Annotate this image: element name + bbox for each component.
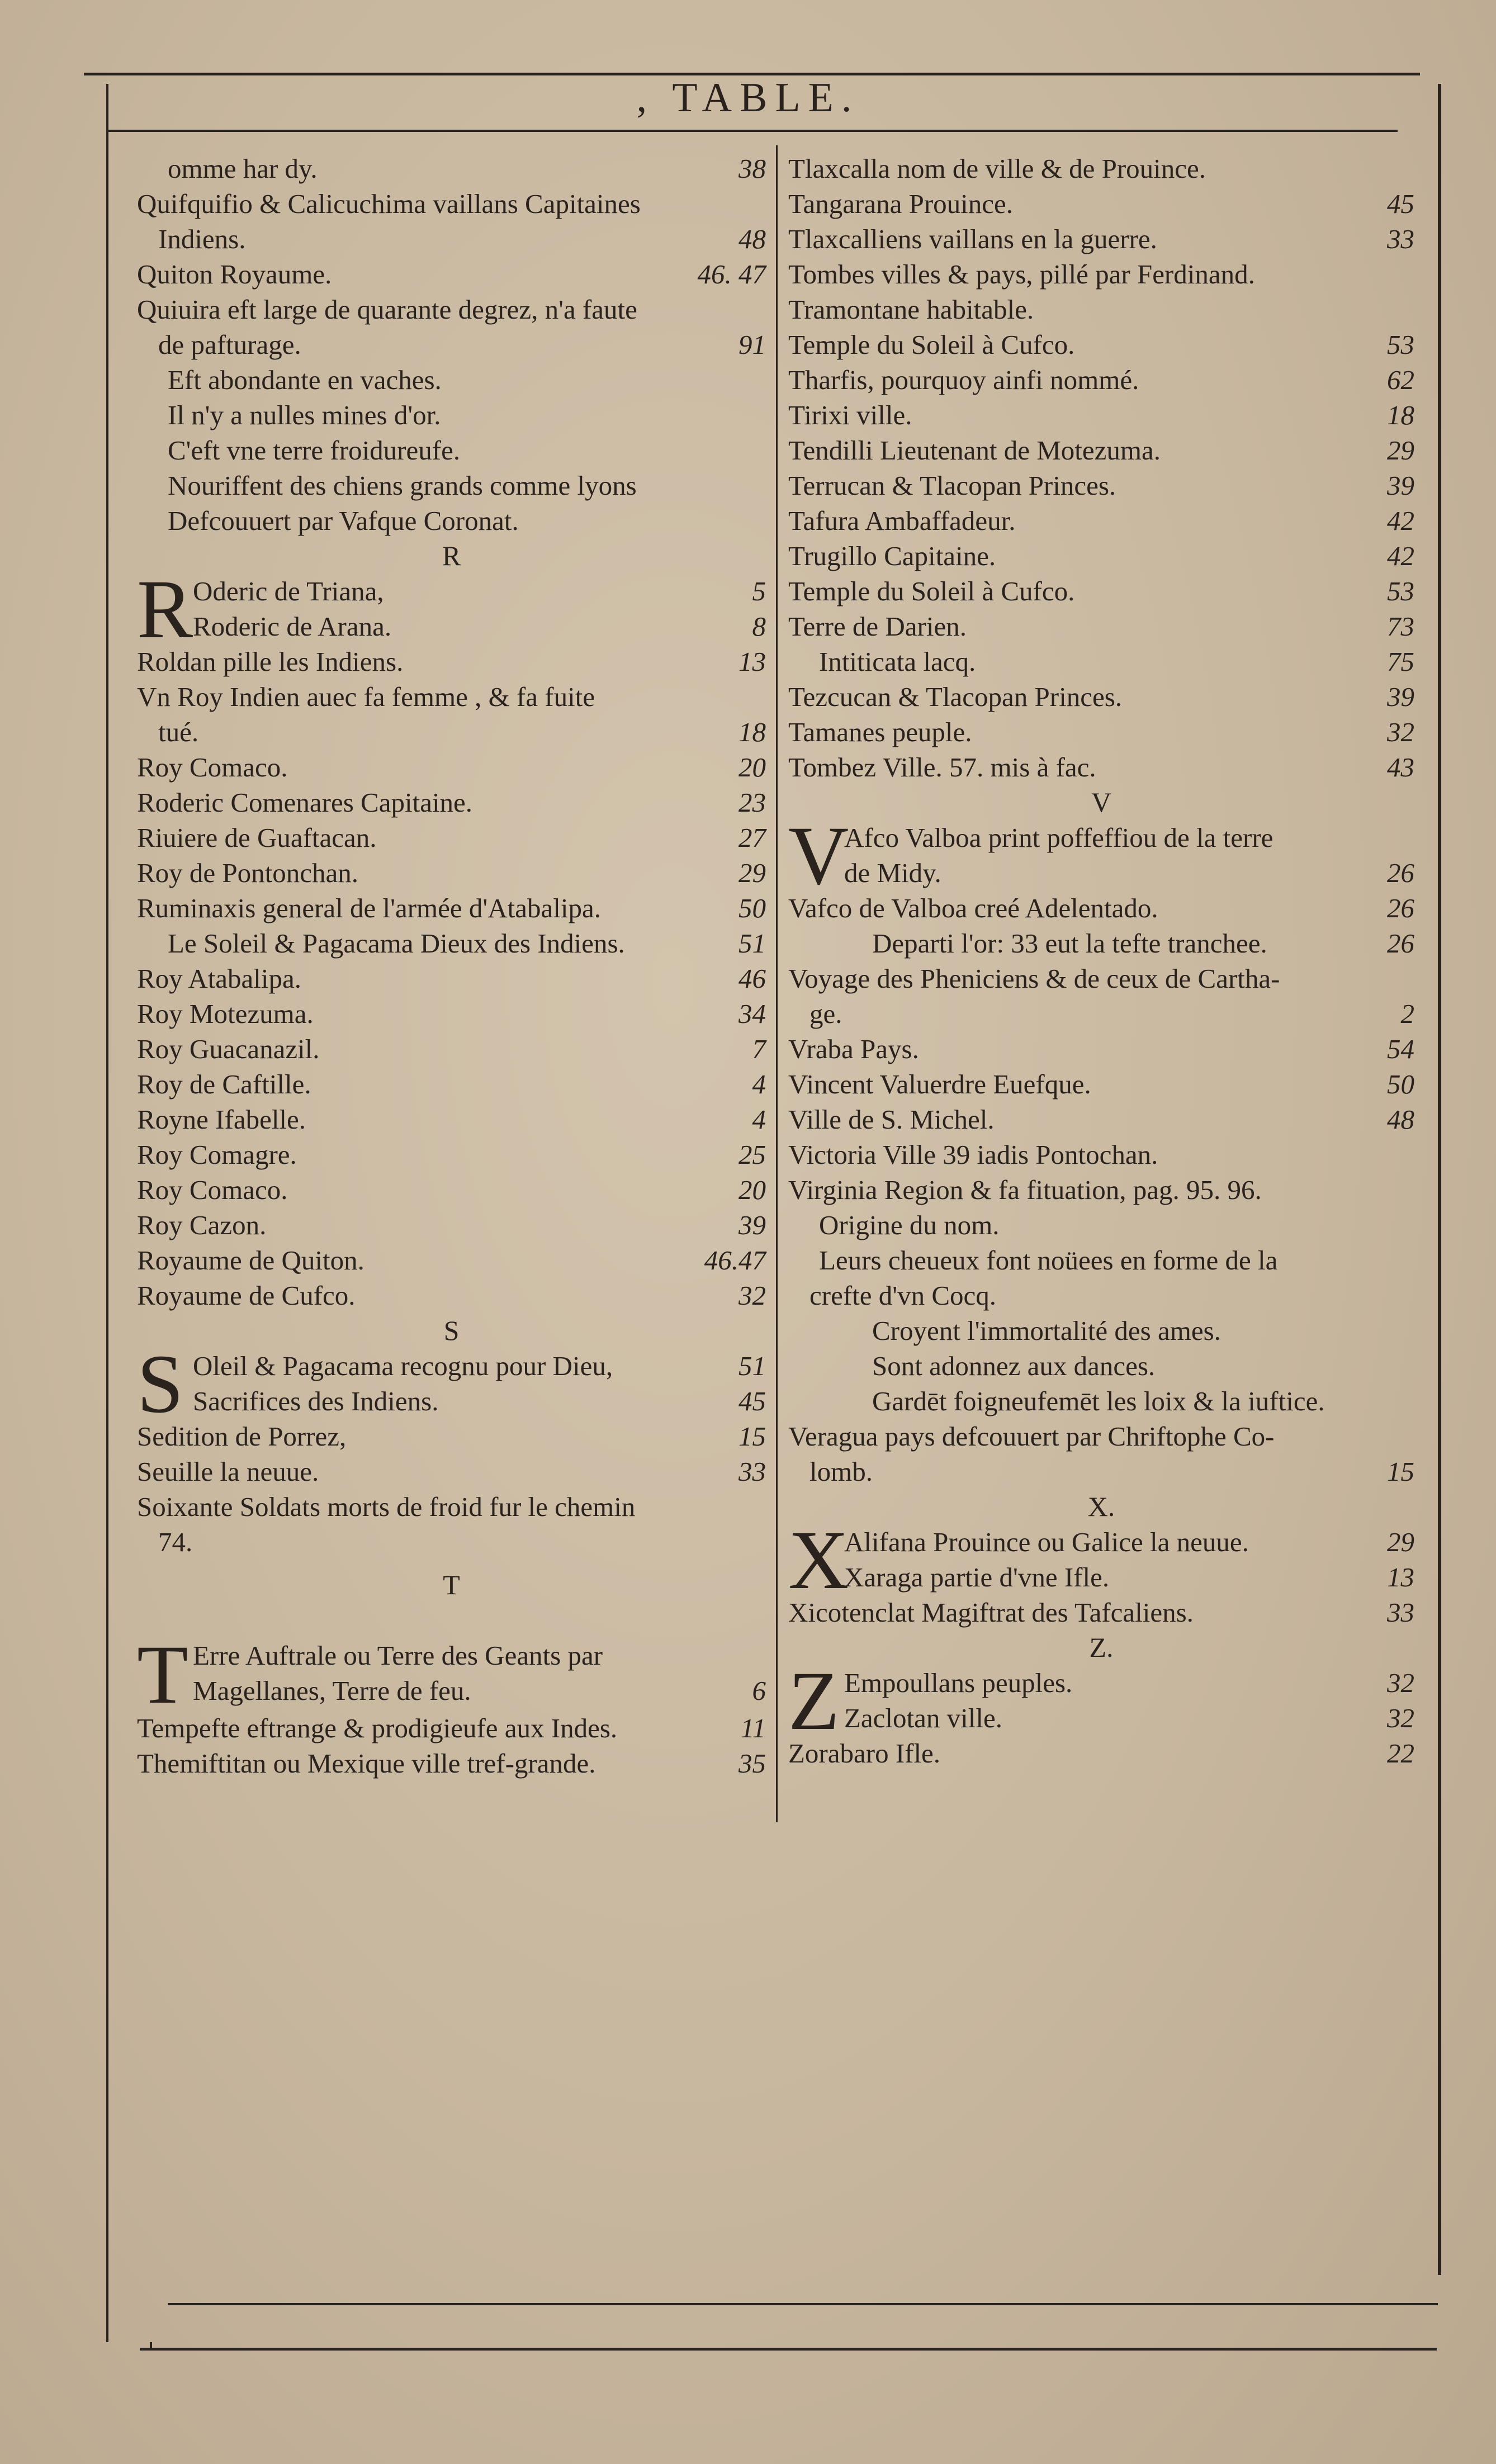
- index-entry: [788, 1736, 1414, 1771]
- entry-text: Tangarana Prouince.: [788, 188, 1014, 219]
- entry-text: Departi l'or: 33 eut la tefte tranchee.: [872, 928, 1267, 959]
- index-entry: [137, 1243, 766, 1278]
- section-letter-heading: T: [443, 1569, 460, 1600]
- entry-page-number: 42: [1387, 505, 1414, 536]
- bottom-rule: [140, 2348, 1437, 2351]
- index-entry: [137, 1207, 766, 1243]
- entry-text: Roy Motezuma.: [137, 998, 314, 1029]
- entry-page-number: 29: [1387, 1527, 1414, 1557]
- entry-text: Origine du nom.: [819, 1210, 1000, 1240]
- entry-page-number: 13: [1387, 1562, 1414, 1593]
- entry-text-continued: tué.: [158, 717, 199, 747]
- index-entry: [788, 1383, 1414, 1419]
- entry-text: Ville de S. Michel.: [788, 1104, 995, 1135]
- entry-text-continued: 74.: [158, 1527, 193, 1557]
- drop-cap-letter: V: [788, 809, 849, 902]
- index-entry: [137, 1710, 766, 1746]
- entry-page-number: 29: [738, 857, 766, 888]
- index-entry: [137, 785, 766, 820]
- entry-text: C'eft vne terre froidureufe.: [168, 435, 461, 466]
- entry-page-number: 29: [1387, 435, 1414, 466]
- index-entry: [788, 679, 1414, 714]
- right-frame-rule: [1438, 84, 1441, 2275]
- index-entry: [788, 1172, 1414, 1207]
- entry-text: Quiuira eft large de quarante degrez, n'a faute: [137, 294, 637, 325]
- index-entry: [137, 750, 766, 785]
- index-entry: [788, 433, 1414, 468]
- entry-text: Leurs cheueux font noüees en forme de la: [819, 1245, 1278, 1276]
- index-entry: [137, 1419, 766, 1454]
- entry-text: Tombes villes & pays, pillé par Ferdinand.: [788, 259, 1255, 290]
- index-entry: [788, 292, 1414, 327]
- entry-text: Alifana Prouince ou Galice la neuue.: [844, 1527, 1249, 1557]
- entry-text: Victoria Ville 39 iadis Pontochan.: [788, 1139, 1158, 1170]
- entry-page-number: 39: [1387, 681, 1414, 712]
- index-entry-lead: [137, 1628, 766, 1721]
- index-entry: [788, 503, 1414, 538]
- entry-page-number: 33: [738, 1456, 766, 1487]
- entry-text: Tempefte eftrange & prodigieufe aux Indes.: [137, 1713, 618, 1743]
- section-letter-heading: R: [442, 540, 461, 571]
- index-entry: [788, 1313, 1414, 1348]
- entry-text: Empoullans peuples.: [844, 1667, 1073, 1698]
- index-entry: [137, 1102, 766, 1137]
- entry-page-number: 26: [1387, 857, 1414, 888]
- entry-text: Eft abondante en vaches.: [168, 364, 442, 395]
- entry-page-number: 39: [738, 1210, 766, 1240]
- index-entry: [137, 644, 766, 679]
- drop-cap-letter: T: [137, 1628, 188, 1721]
- entry-text-continued: Roderic de Arana.: [193, 611, 392, 642]
- entry-page-number: 54: [1387, 1034, 1414, 1064]
- entry-text: Soixante Soldats morts de froid fur le chemin: [137, 1491, 636, 1522]
- entry-page-number: 26: [1387, 928, 1414, 959]
- index-entry: [788, 327, 1414, 362]
- left-frame-rule: [106, 84, 108, 2342]
- index-entry: [137, 257, 766, 292]
- entry-text: Temple du Soleil à Cufco.: [788, 576, 1075, 606]
- column-divider-rule: [776, 145, 778, 1822]
- entry-text: Roy de Caftille.: [137, 1069, 311, 1100]
- entry-text: Tirixi ville.: [788, 400, 912, 430]
- entry-text: Terrucan & Tlacopan Princes.: [788, 470, 1116, 501]
- index-entry: [137, 1454, 766, 1489]
- section-letter-heading: V: [1091, 786, 1112, 818]
- entry-text: Defcouuert par Vafque Coronat.: [168, 505, 519, 536]
- entry-text: Sont adonnez aux dances.: [872, 1351, 1156, 1381]
- entry-text: Tombez Ville. 57. mis à fac.: [788, 752, 1096, 783]
- entry-page-number: 46.47: [704, 1245, 766, 1276]
- index-entry: [788, 1419, 1414, 1489]
- entry-text: Intiticata lacq.: [819, 646, 976, 677]
- drop-cap-letter: Z: [788, 1655, 840, 1747]
- index-entry-lead: [788, 809, 1414, 902]
- entry-text: Tramontane habitable.: [788, 294, 1034, 325]
- entry-text: Roy Comagre.: [137, 1139, 297, 1170]
- entry-page-number: 50: [1387, 1069, 1414, 1100]
- entry-text: Roy Cazon.: [137, 1210, 267, 1240]
- index-entry: [788, 890, 1414, 926]
- entry-text: Voyage des Pheniciens & de ceux de Cartha-: [788, 963, 1280, 994]
- index-entry: [788, 468, 1414, 503]
- entry-text: Zorabaro Ifle.: [788, 1738, 941, 1769]
- entry-text: Le Soleil & Pagacama Dieux des Indiens.: [168, 928, 625, 959]
- index-entry: [137, 679, 766, 750]
- entry-page-number: 91: [738, 329, 766, 360]
- entry-page-number: 20: [738, 752, 766, 783]
- entry-text: Vraba Pays.: [788, 1034, 919, 1064]
- index-entry: [788, 961, 1414, 1031]
- entry-text: Royaume de Cufco.: [137, 1280, 356, 1311]
- entry-text: Tezcucan & Tlacopan Princes.: [788, 681, 1123, 712]
- entry-page-number: 42: [1387, 541, 1414, 571]
- entry-page-number: 20: [738, 1174, 766, 1205]
- entry-text: Temple du Soleil à Cufco.: [788, 329, 1075, 360]
- entry-page-number: 4: [752, 1104, 766, 1135]
- entry-page-number: 15: [738, 1421, 766, 1452]
- index-entry: [137, 362, 766, 397]
- drop-cap-letter: S: [137, 1338, 184, 1430]
- index-column-left: [137, 151, 766, 1781]
- entry-page-number: 7: [752, 1034, 766, 1064]
- entry-page-number: 32: [738, 1280, 766, 1311]
- entry-text: Royne Ifabelle.: [137, 1104, 306, 1135]
- entry-page-number: 6: [752, 1675, 766, 1706]
- index-entry: [788, 1067, 1414, 1102]
- entry-page-number: 15: [1387, 1456, 1414, 1487]
- entry-page-number: 48: [738, 224, 766, 254]
- index-entry: [788, 714, 1414, 750]
- entry-page-number: 51: [738, 928, 766, 959]
- index-entry: [137, 186, 766, 257]
- index-entry: [788, 1137, 1414, 1172]
- entry-page-number: 32: [1387, 717, 1414, 747]
- index-entry: [137, 1067, 766, 1102]
- entry-text: Il n'y a nulles mines d'or.: [168, 400, 441, 430]
- entry-text-continued: ge.: [809, 998, 842, 1029]
- entry-text-continued: Indiens.: [158, 224, 246, 254]
- index-entry: [137, 433, 766, 468]
- entry-page-number: 38: [738, 153, 766, 184]
- index-entry: [137, 151, 766, 186]
- index-entry: [788, 1595, 1414, 1630]
- entry-text-continued: Xaraga partie d'vne Ifle.: [844, 1562, 1110, 1593]
- entry-page-number: 4: [752, 1069, 766, 1100]
- section-letter-heading: X.: [1087, 1491, 1115, 1522]
- entry-page-number: 48: [1387, 1104, 1414, 1135]
- entry-page-number: 27: [738, 822, 766, 853]
- entry-text: Croyent l'immortalité des ames.: [872, 1315, 1221, 1346]
- index-column-right: [788, 151, 1414, 1771]
- index-entry: [137, 1172, 766, 1207]
- index-entry: [788, 1031, 1414, 1067]
- entry-text-continued: Magellanes, Terre de feu.: [193, 1675, 471, 1706]
- entry-text-continued: Zaclotan ville.: [844, 1703, 1002, 1733]
- entry-page-number: 2: [1400, 998, 1414, 1029]
- index-entry: [788, 1207, 1414, 1243]
- entry-page-number: 32: [1387, 1667, 1414, 1698]
- entry-text: Erre Auftrale ou Terre des Geants par: [193, 1640, 603, 1671]
- index-entry: [137, 926, 766, 961]
- entry-page-number: 75: [1387, 646, 1414, 677]
- entry-text: Vn Roy Indien auec fa femme , & fa fuite: [137, 681, 595, 712]
- entry-text: Afco Valboa print poffeffiou de la terre: [844, 822, 1274, 853]
- index-entry: [137, 855, 766, 890]
- entry-page-number: 46. 47: [697, 259, 766, 290]
- section-letter-heading: Z.: [1089, 1632, 1114, 1663]
- entry-page-number: 25: [738, 1139, 766, 1170]
- entry-page-number: 45: [738, 1386, 766, 1416]
- entry-text: Roy Comaco.: [137, 1174, 288, 1205]
- section-letter-heading: S: [443, 1315, 460, 1346]
- entry-page-number: 43: [1387, 752, 1414, 783]
- index-entry: [137, 890, 766, 926]
- index-entry: [137, 397, 766, 433]
- header-rule: [106, 130, 1398, 132]
- entry-text-continued: lomb.: [809, 1456, 873, 1487]
- entry-text-continued: de pafturage.: [158, 329, 301, 360]
- index-entry-lead: [788, 1514, 1414, 1607]
- index-entry: [137, 820, 766, 855]
- index-entry: [788, 362, 1414, 397]
- entry-text: Roldan pille les Indiens.: [137, 646, 404, 677]
- index-entry: [137, 961, 766, 996]
- entry-text: Roderic Comenares Capitaine.: [137, 787, 473, 818]
- index-entry: [137, 1278, 766, 1313]
- entry-text-continued: de Midy.: [844, 857, 941, 888]
- entry-page-number: 35: [738, 1748, 766, 1779]
- entry-text: Nouriffent des chiens grands comme lyons: [168, 470, 637, 501]
- index-entry: [788, 257, 1414, 292]
- entry-page-number: 51: [738, 1351, 766, 1381]
- index-entry: [137, 468, 766, 503]
- index-entry: [137, 1746, 766, 1781]
- entry-text: Vafco de Valboa creé Adelentado.: [788, 893, 1158, 923]
- entry-text: Tendilli Lieutenant de Motezuma.: [788, 435, 1161, 466]
- entry-page-number: 62: [1387, 364, 1414, 395]
- entry-text: Vincent Valuerdre Euefque.: [788, 1069, 1091, 1100]
- entry-text: Terre de Darien.: [788, 611, 967, 642]
- entry-text: Virginia Region & fa fituation, pag. 95. 96.: [788, 1174, 1262, 1205]
- entry-text: Xicotenclat Magiftrat des Tafcaliens.: [788, 1597, 1194, 1628]
- entry-page-number: 11: [740, 1713, 766, 1743]
- index-entry-lead: [137, 563, 766, 656]
- entry-text: Oleil & Pagacama recognu pour Dieu,: [193, 1351, 613, 1381]
- entry-text: Tlaxcalla nom de ville & de Prouince.: [788, 153, 1206, 184]
- entry-page-number: 33: [1387, 1597, 1414, 1628]
- index-entry: [788, 1102, 1414, 1137]
- entry-text: omme har dy.: [168, 153, 318, 184]
- index-entry-lead: [788, 1655, 1414, 1747]
- entry-text: Roy Guacanazil.: [137, 1034, 320, 1064]
- entry-page-number: 18: [1387, 400, 1414, 430]
- entry-text: Quiton Royaume.: [137, 259, 332, 290]
- entry-text: Tamanes peuple.: [788, 717, 972, 747]
- index-entry: [137, 1137, 766, 1172]
- entry-text: Oderic de Triana,: [193, 576, 384, 606]
- entry-text: Themiftitan ou Mexique ville tref-grande.: [137, 1748, 596, 1779]
- entry-page-number: 22: [1387, 1738, 1414, 1769]
- index-entry: [137, 1031, 766, 1067]
- entry-text: Tafura Ambaffadeur.: [788, 505, 1016, 536]
- index-entry: [137, 503, 766, 538]
- entry-text: Trugillo Capitaine.: [788, 541, 996, 571]
- entry-text: Tlaxcalliens vaillans en la guerre.: [788, 224, 1157, 254]
- index-entry: [788, 151, 1414, 186]
- index-entry-lead: [137, 1338, 766, 1430]
- entry-page-number: 23: [738, 787, 766, 818]
- index-entry: [788, 1348, 1414, 1383]
- entry-text: Sedition de Porrez,: [137, 1421, 347, 1452]
- entry-text: Roy de Pontonchan.: [137, 857, 359, 888]
- entry-text: Roy Atabalipa.: [137, 963, 301, 994]
- entry-text: Veragua pays defcouuert par Chriftophe Co-: [788, 1421, 1275, 1452]
- entry-page-number: 53: [1387, 576, 1414, 606]
- entry-page-number: 32: [1387, 1703, 1414, 1733]
- entry-text: Seuille la neuue.: [137, 1456, 319, 1487]
- index-entry: [788, 397, 1414, 433]
- index-entry: [788, 926, 1414, 961]
- drop-cap-letter: X: [788, 1514, 849, 1607]
- entry-page-number: 5: [752, 576, 766, 606]
- entry-page-number: 73: [1387, 611, 1414, 642]
- entry-page-number: 46: [738, 963, 766, 994]
- index-entry: [788, 609, 1414, 644]
- entry-text: Roy Comaco.: [137, 752, 288, 783]
- index-entry: [788, 1243, 1414, 1313]
- entry-text: Tharfis, pourquoy ainfi nommé.: [788, 364, 1139, 395]
- inner-left-rule: [150, 2342, 152, 2348]
- index-entry: [788, 186, 1414, 221]
- entry-page-number: 39: [1387, 470, 1414, 501]
- index-entry: [788, 574, 1414, 609]
- entry-text-continued: crefte d'vn Cocq.: [809, 1280, 997, 1311]
- index-entry: [137, 292, 766, 362]
- entry-page-number: 50: [738, 893, 766, 923]
- entry-page-number: 18: [738, 717, 766, 747]
- entry-text: Gardēt foigneufemēt les loix & la iuftice.: [872, 1386, 1325, 1416]
- index-entry: [788, 750, 1414, 785]
- entry-page-number: 33: [1387, 224, 1414, 254]
- entry-page-number: 13: [738, 646, 766, 677]
- index-entry: [137, 996, 766, 1031]
- bottom-inner-rule: [168, 2303, 1438, 2305]
- index-entry: [788, 644, 1414, 679]
- entry-page-number: 53: [1387, 329, 1414, 360]
- page-title: , TABLE.: [636, 75, 860, 121]
- index-entry: [788, 538, 1414, 574]
- entry-text: Royaume de Quiton.: [137, 1245, 364, 1276]
- entry-text: Ruminaxis general de l'armée d'Atabalipa.: [137, 893, 601, 923]
- entry-text-continued: Sacrifices des Indiens.: [193, 1386, 439, 1416]
- index-entry: [137, 1489, 766, 1560]
- entry-text: Riuiere de Guaftacan.: [137, 822, 377, 853]
- index-entry: [788, 221, 1414, 257]
- entry-page-number: 45: [1387, 188, 1414, 219]
- entry-page-number: 34: [738, 998, 766, 1029]
- drop-cap-letter: R: [137, 563, 193, 656]
- entry-text: Quifquifio & Calicuchima vaillans Capitaines: [137, 188, 641, 219]
- entry-page-number: 8: [752, 611, 766, 642]
- entry-page-number: 26: [1387, 893, 1414, 923]
